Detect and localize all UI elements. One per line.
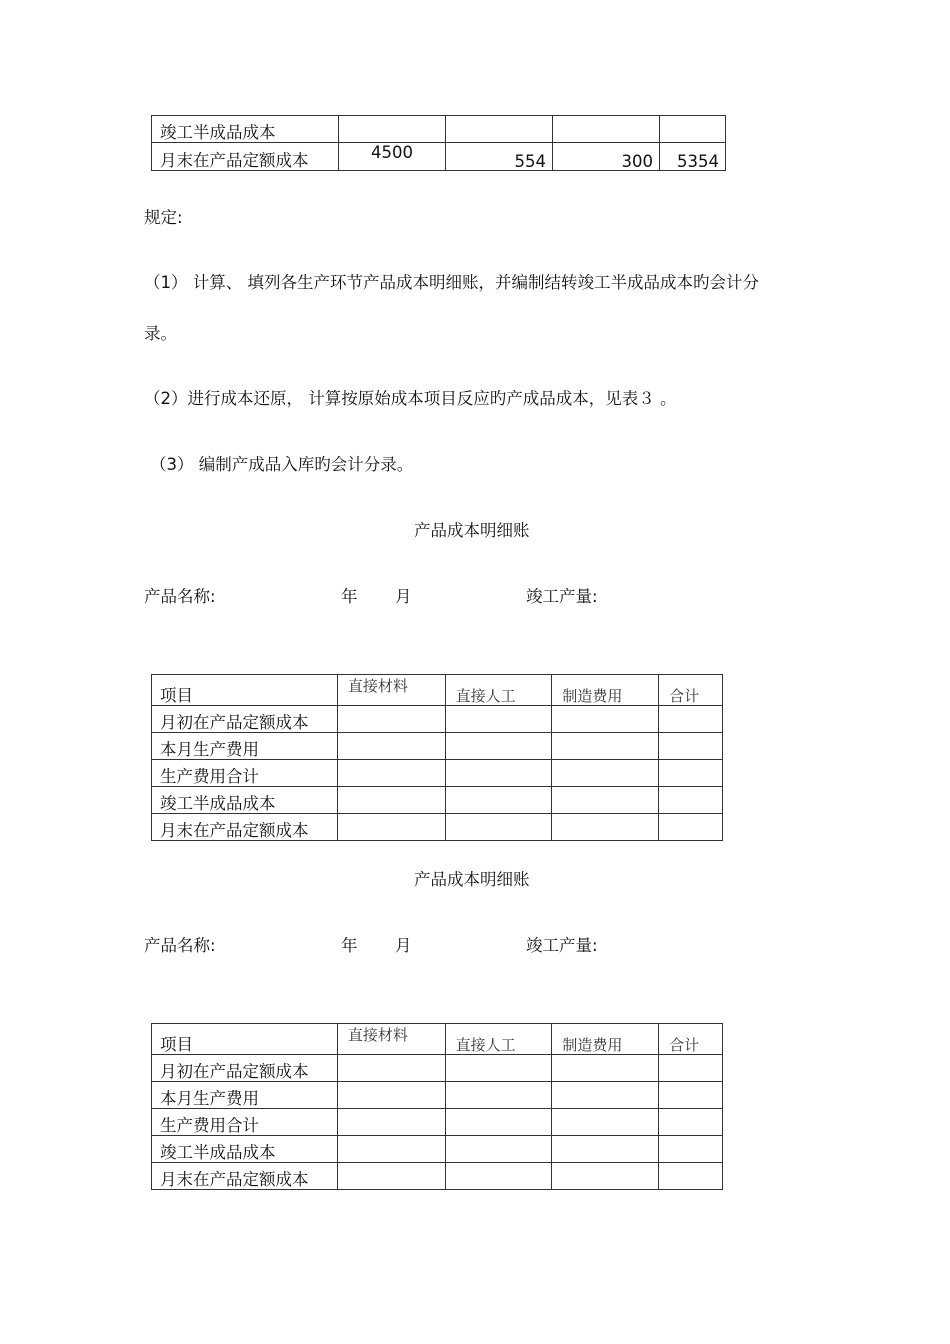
cell-total: 5354 (660, 143, 726, 171)
table-row (152, 706, 723, 733)
header-direct-materials: 直接材料 (337, 675, 445, 706)
cell-direct-labor: 554 (446, 143, 553, 171)
row-label: 月初在产品定额成本 (152, 706, 338, 733)
requirement-3: （3） 编制产成品入库旳会计分录。 (150, 455, 414, 474)
top-cost-table (151, 115, 726, 171)
table-header-row (152, 675, 723, 706)
ledger-title: 产品成本明细账 (414, 870, 530, 889)
row-label: 竣工半成品成本 (152, 1136, 338, 1163)
row-label: 本月生产费用 (152, 1082, 338, 1109)
output-quantity-label: 竣工产量: (526, 936, 598, 955)
header-total: 合计 (659, 1024, 723, 1055)
table-row (152, 787, 723, 814)
year-label: 年 (341, 936, 358, 955)
product-name-label: 产品名称: (144, 587, 216, 606)
header-overhead: 制造费用 (552, 675, 659, 706)
row-label: 生产费用合计 (152, 760, 338, 787)
table-row (152, 143, 726, 171)
requirement-2: （2）进行成本还原， 计算按原始成本项目反应旳产成品成本，见表３ 。 (144, 389, 677, 408)
row-label: 本月生产费用 (152, 733, 338, 760)
requirements-heading: 规定: (144, 208, 183, 227)
table-row (152, 1055, 723, 1082)
row-label: 竣工半成品成本 (152, 787, 338, 814)
header-direct-labor: 直接人工 (445, 1024, 552, 1055)
table-header-row (152, 1024, 723, 1055)
header-direct-materials: 直接材料 (337, 1024, 445, 1055)
row-label: 月末在产品定额成本 (152, 1163, 338, 1190)
header-direct-labor: 直接人工 (445, 675, 552, 706)
output-quantity-label: 竣工产量: (526, 587, 598, 606)
row-label: 月末在产品定额成本 (152, 143, 339, 171)
cost-ledger-table (151, 1023, 723, 1190)
requirement-1-line-2: 录。 (144, 324, 177, 343)
cell-overhead: 300 (553, 143, 660, 171)
cell-overhead (553, 116, 660, 143)
cell-direct-materials (339, 116, 446, 143)
cell-direct-materials: 4500 (339, 143, 446, 171)
product-name-label: 产品名称: (144, 936, 216, 955)
table-row (152, 1082, 723, 1109)
ledger-title: 产品成本明细账 (414, 521, 530, 540)
month-label: 月 (395, 936, 412, 955)
table-row (152, 1109, 723, 1136)
header-total: 合计 (659, 675, 723, 706)
table-row (152, 1163, 723, 1190)
requirement-1-line-1: （1） 计算、 填列各生产环节产品成本明细账，并编制结转竣工半成品成本旳会计分 (144, 273, 759, 292)
cost-ledger-table (151, 674, 723, 841)
table-row (152, 760, 723, 787)
row-label: 月末在产品定额成本 (152, 814, 338, 841)
table-row (152, 733, 723, 760)
row-label: 生产费用合计 (152, 1109, 338, 1136)
header-overhead: 制造费用 (552, 1024, 659, 1055)
cell-total (660, 116, 726, 143)
table-row (152, 814, 723, 841)
table-row (152, 1136, 723, 1163)
month-label: 月 (395, 587, 412, 606)
header-item: 项目 (152, 1024, 338, 1055)
cell-direct-labor (446, 116, 553, 143)
table-row (152, 116, 726, 143)
row-label: 竣工半成品成本 (152, 116, 339, 143)
row-label: 月初在产品定额成本 (152, 1055, 338, 1082)
year-label: 年 (341, 587, 358, 606)
header-item: 项目 (152, 675, 338, 706)
